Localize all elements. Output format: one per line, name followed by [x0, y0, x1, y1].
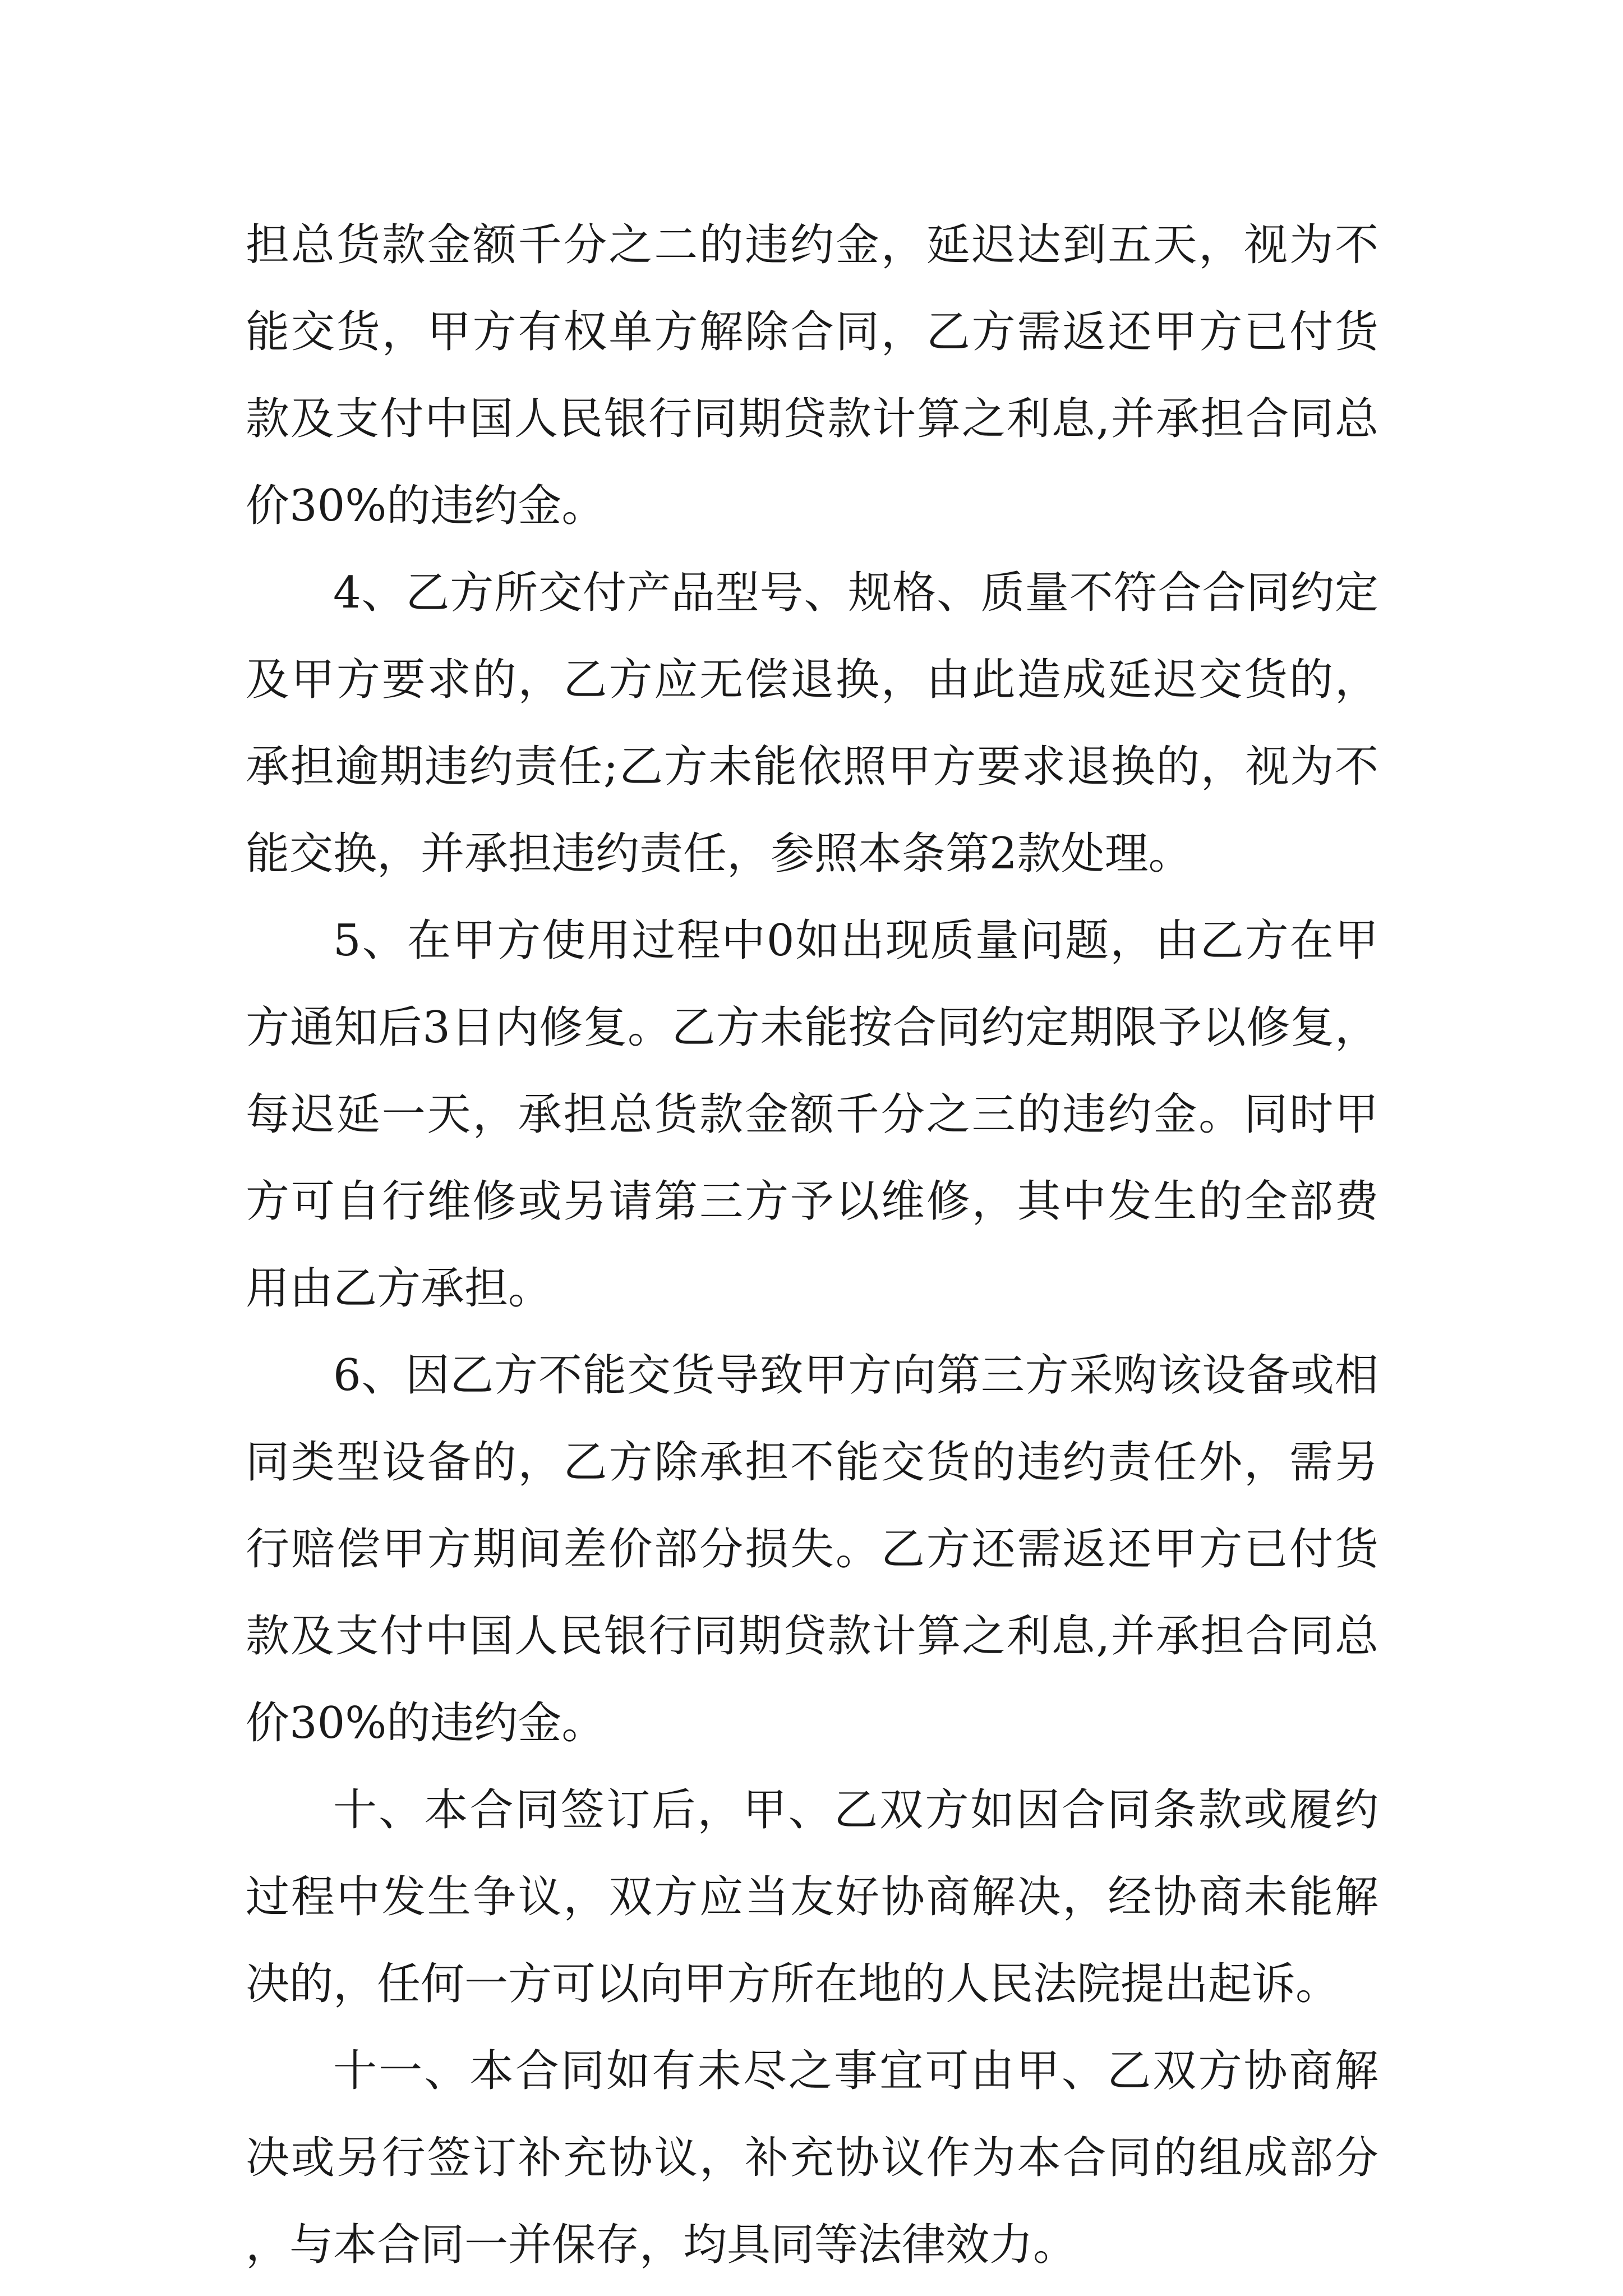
paragraph-clause-6: 6、因乙方不能交货导致甲方向第三方采购该设备或相同类型设备的，乙方除承担不能交货的违约责任外，需另行赔偿甲方期间差价部分损失。乙方还需返还甲方已付货款及支付中国人民银行同期贷款计算之利息,并承担合同总价30%的违约金。	[246, 1350, 1378, 1749]
paragraph-clause-5: 5、在甲方使用过程中0如出现质量问题，由乙方在甲方通知后3日内修复。乙方未能按合同约定期限予以修复，每迟延一天，承担总货款金额千分之三的违约金。同时甲方可自行维修或另请第三方予以维修，其中发生的全部费用由乙方承担。	[246, 915, 1378, 1314]
paragraph-continuation: 担总货款金额千分之二的违约金，延迟达到五天，视为不能交货，甲方有权单方解除合同，乙方需返还甲方已付货款及支付中国人民银行同期贷款计算之利息,并承担合同总价30%的违约金。	[246, 220, 1378, 531]
paragraph-article-11: 十一、本合同如有未尽之事宜可由甲、乙双方协商解决或另行签订补充协议，补充协议作为本合同的组成部分，与本合同一并保存，均具同等法律效力。	[246, 2046, 1378, 2270]
paragraph-clause-4: 4、乙方所交付产品型号、规格、质量不符合合同约定及甲方要求的，乙方应无偿退换，由此造成延迟交货的，承担逾期违约责任;乙方未能依照甲方要求退换的，视为不能交换，并承担违约责任，参照本条第2款处理。	[246, 568, 1378, 879]
paragraph-article-10: 十、本合同签订后，甲、乙双方如因合同条款或履约过程中发生争议，双方应当友好协商解决，经协商未能解决的，任何一方可以向甲方所在地的人民法院提出起诉。	[246, 1785, 1378, 2009]
document-body	[246, 202, 1378, 2289]
